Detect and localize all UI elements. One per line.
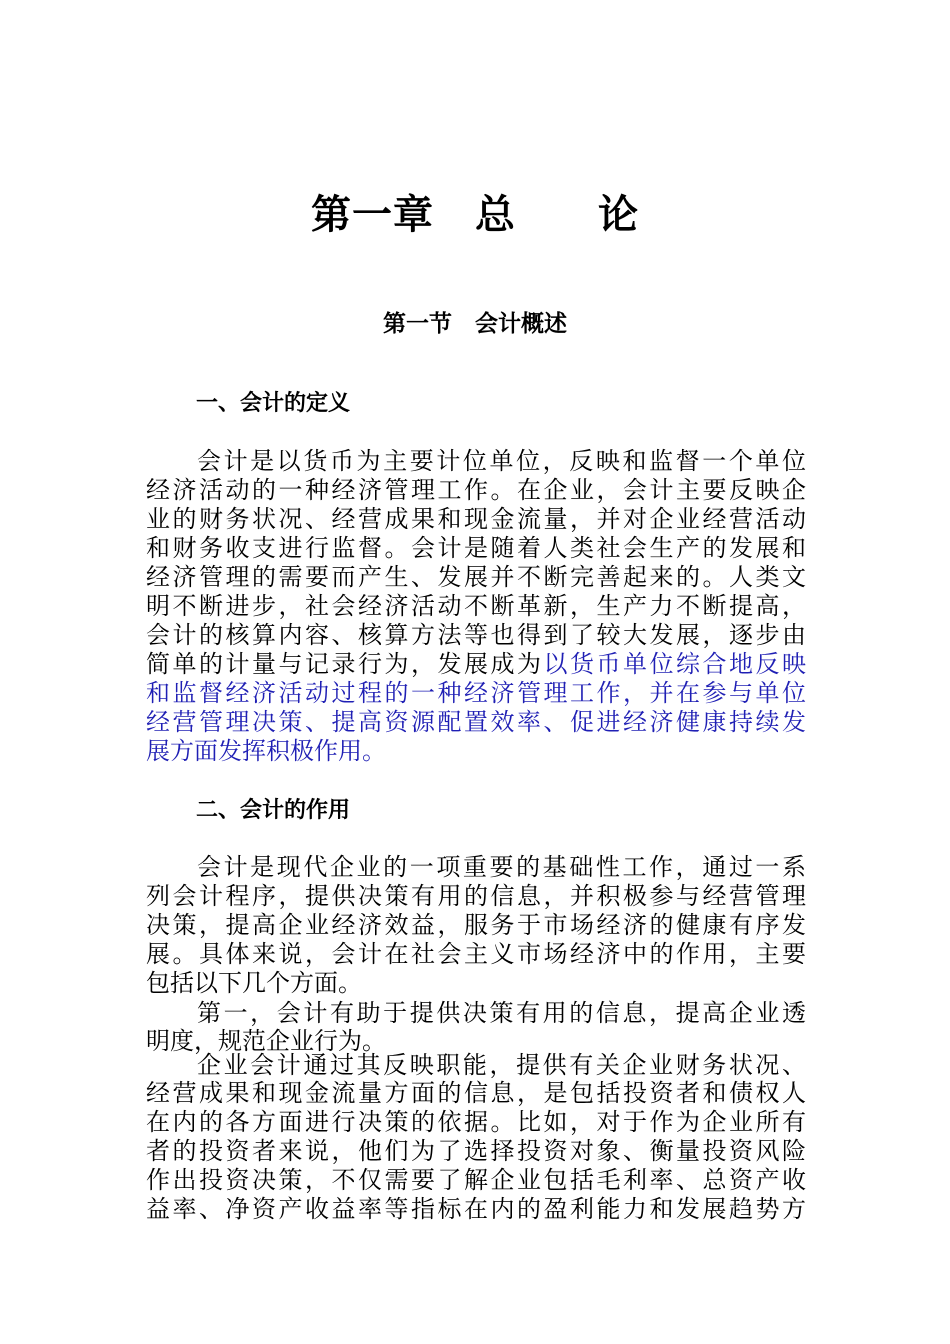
heading-role: 二、会计的作用 xyxy=(196,798,351,823)
text-line: 包括以下几个方面。 xyxy=(146,969,362,997)
paragraph-role-intro xyxy=(146,853,806,998)
text-line-mixed xyxy=(146,650,806,679)
text-line: 展。具体来说，会计在社会主义市场经济中的作用，主要 xyxy=(146,940,806,968)
text-line: 会计的核算内容、核算方法等也得到了较大发展，逐步由 xyxy=(146,621,806,649)
text-line: 和财务收支进行监督。会计是随着人类社会生产的发展和 xyxy=(146,534,806,562)
text-line: 明度，规范企业行为。 xyxy=(146,1028,386,1055)
paragraph-definition xyxy=(146,447,806,766)
text-line: 者的投资者来说，他们为了选择投资对象、衡量投资风险 xyxy=(146,1137,806,1165)
text-line: 第一，会计有助于提供决策有用的信息，提高企业透 xyxy=(197,999,806,1027)
text-line: 会计是以货币为主要计位单位，反映和监督一个单位 xyxy=(197,447,806,475)
text-line: 经济活动的一种经济管理工作。在企业，会计主要反映企 xyxy=(146,476,806,504)
highlighted-text-line: 和监督经济活动过程的一种经济管理工作，并在参与单位 xyxy=(146,679,806,707)
highlighted-text-segment: 以货币单位综合地反映 xyxy=(543,650,806,678)
text-line: 决策，提高企业经济效益，服务于市场经济的健康有序发 xyxy=(146,911,806,939)
paragraph-role-first xyxy=(146,999,806,1055)
text-line: 经济管理的需要而产生、发展并不断完善起来的。人类文 xyxy=(146,563,806,591)
text-line: 在内的各方面进行决策的依据。比如，对于作为企业所有 xyxy=(146,1108,806,1136)
text-line: 益率、净资产收益率等指标在内的盈利能力和发展趋势方 xyxy=(146,1195,806,1223)
text-line: 明不断进步，社会经济活动不断革新，生产力不断提高， xyxy=(146,592,806,620)
text-line: 业的财务状况、经营成果和现金流量，并对企业经营活动 xyxy=(146,505,806,533)
paragraph-role-detail xyxy=(146,1052,806,1224)
section-title: 第一节 会计概述 xyxy=(383,311,567,337)
chapter-title: 第一章 总 论 xyxy=(311,192,639,238)
text-line: 企业会计通过其反映职能，提供有关企业财务状况、 xyxy=(197,1052,806,1079)
text-line: 经营成果和现金流量方面的信息，是包括投资者和债权人 xyxy=(146,1079,806,1107)
text-line: 会计是现代企业的一项重要的基础性工作，通过一系 xyxy=(197,853,806,881)
text-line: 列会计程序，提供决策有用的信息，并积极参与经营管理 xyxy=(146,882,806,910)
text-line: 作出投资决策，不仅需要了解企业包括毛利率、总资产收 xyxy=(146,1166,806,1194)
highlighted-text-line: 展方面发挥积极作用。 xyxy=(146,737,386,765)
text-segment: 简单的计量与记录行为，发展成为 xyxy=(146,650,544,678)
heading-definition: 一、会计的定义 xyxy=(196,391,351,416)
highlighted-text-line: 经营管理决策、提高资源配置效率、促进经济健康持续发 xyxy=(146,708,806,736)
